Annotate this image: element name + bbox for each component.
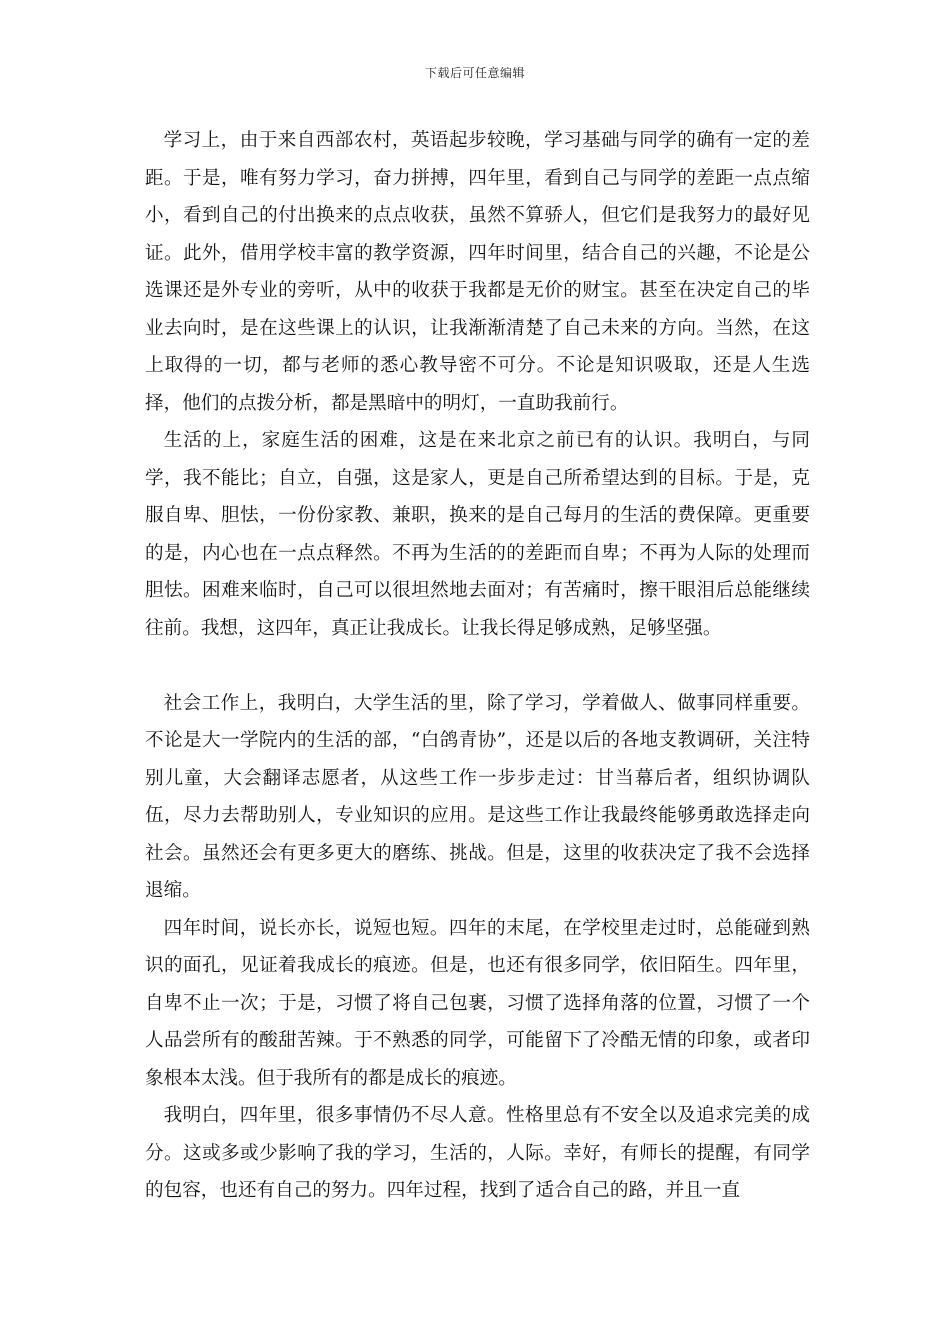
page-header-note: 下载后可任意编辑 <box>424 66 525 80</box>
paragraph-life: 生活的上，家庭生活的困难，这是在来北京之前已有的认识。我明白，与同学，我不能比；自立，自强，这是家人，更是自己所希望达到的目标。于是，克服自卑、胆怯，一份份家教、兼职，换来的是自己每月的生活的费保障。更重要的是，内心也在一点点释然。不再为生活的的差距而自卑；不再为人际的处理而胆怯。困难来临时，自己可以很坦然地去面对；有苦痛时，擦干眼泪后总能继续往前。我想，这四年，真正让我成长。让我长得足够成熟，足够坚强。 <box>145 430 810 639</box>
paragraph-spacer <box>145 647 810 685</box>
paragraph-reflection: 我明白，四年里，很多事情仍不尽人意。性格里总有不安全以及追求完美的成分。这或多或少影响了我的学习，生活的，人际。幸好，有师长的提醒，有同学的包容，也还有自己的努力。四年过程，找到了适合自己的路，并且一直 <box>145 1105 810 1201</box>
paragraph-study: 学习上，由于来自西部农村，英语起步较晚，学习基础与同学的确有一定的差距。于是，唯有努力学习，奋力拼搏，四年里，看到自己与同学的差距一点点缩小，看到自己的付出换来的点点收获，虽然不算骄人，但它们是我努力的最好见证。此外，借用学校丰富的教学资源，四年时间里，结合自己的兴趣，不论是公选课还是外专业的旁听，从中的收获于我都是无价的财宝。甚至在决定自己的毕业去向时，是在这些课上的认识，让我渐渐清楚了自己未来的方向。当然，在这上取得的一切，都与老师的悉心教导密不可分。不论是知识吸取，还是人生选择，他们的点拨分析，都是黑暗中的明灯，一直助我前行。 <box>145 130 810 414</box>
paragraph-social-work: 社会工作上，我明白，大学生活的里，除了学习，学着做人、做事同样重要。不论是大一学院内的生活的部，“白鸽青协”，还是以后的各地支教调研，关注特别儿童，大会翻译志愿者，从这些工作一步步走过：甘当幕后者，组织协调队伍，尽力去帮助别人，专业知识的应用。是这些工作让我最终能够勇敢选择走向社会。虽然还会有更多更大的磨练、挑战。但是，这里的收获决定了我不会选择退缩。 <box>145 692 810 901</box>
document-body <box>145 122 810 1210</box>
paragraph-four-years: 四年时间，说长亦长，说短也短。四年的末尾，在学校里走过时，总能碰到熟识的面孔，见证着我成长的痕迹。但是，也还有很多同学，依旧陌生。四年里，自卑不止一次；于是，习惯了将自己包裹，习惯了选择角落的位置，习惯了一个人品尝所有的酸甜苦辣。于不熟悉的同学，可能留下了冷酷无情的印象，或者印象根本太浅。但于我所有的都是成长的痕迹。 <box>145 917 810 1089</box>
